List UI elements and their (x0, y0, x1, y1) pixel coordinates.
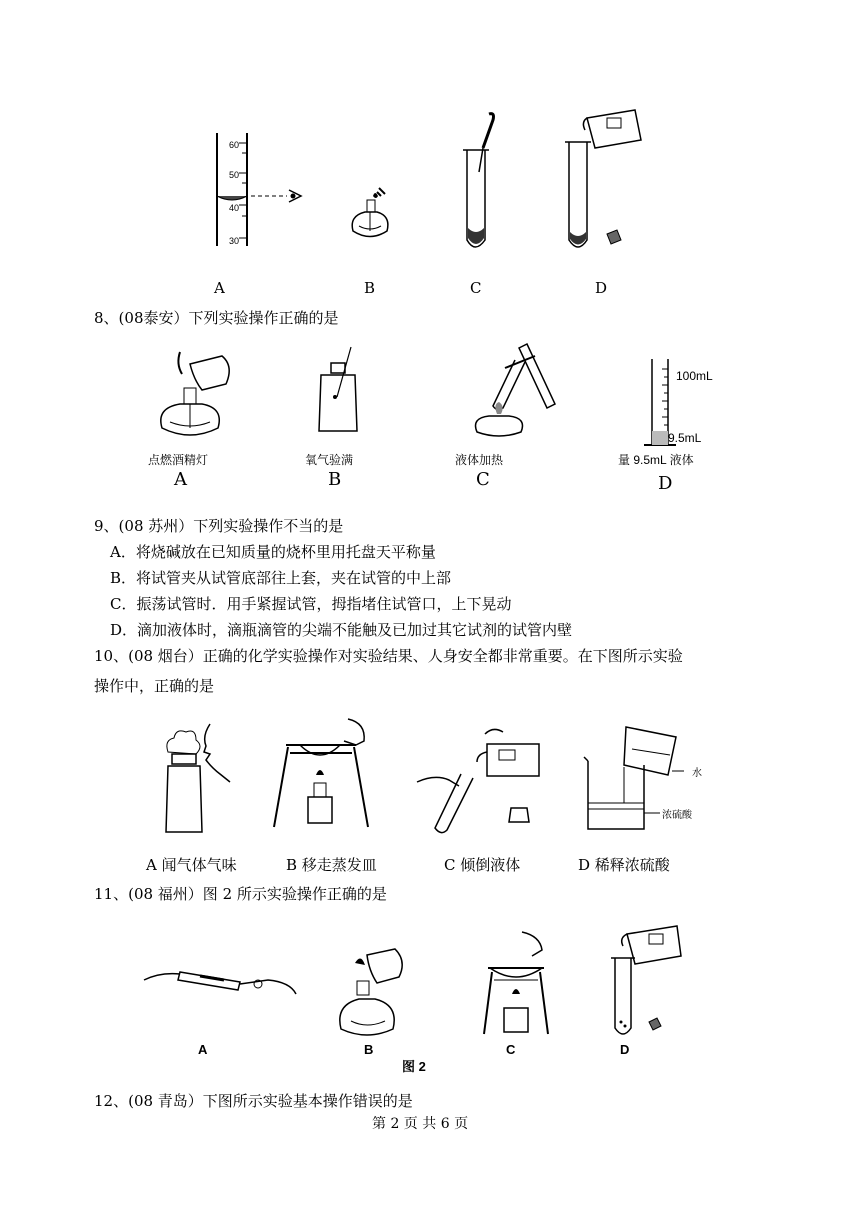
q7-figure-a-graduated-cylinder (205, 128, 315, 253)
q10-figure-b-evaporating-dish (270, 715, 380, 835)
q11-title: 11、(08 福州）图 2 所示实验操作正确的是 (94, 885, 387, 903)
q7-tick-40: 40 (229, 203, 240, 213)
q10-caption-d: D 稀释浓硫酸 (578, 856, 670, 874)
q7-label-b: B (364, 279, 376, 297)
q8-label-b: B (328, 469, 342, 490)
q11-figure-d-pouring (605, 918, 690, 1038)
q8-figure-b-bottle-oxygen-test (315, 345, 365, 435)
q10-title-line2: 操作中，正确的是 (94, 677, 215, 695)
q7-tick-60: 60 (229, 140, 240, 150)
q8-cyl-mark-label: 9.5mL (668, 431, 702, 445)
q8-caption-d: 量 9.5mL 液体 (618, 453, 694, 467)
q10-caption-b: B 移走蒸发皿 (286, 856, 377, 874)
q8-figure-a-lighting-lamp (150, 350, 240, 445)
q8-figure-c-heating-liquid (465, 340, 560, 440)
q9-option-b: B．将试管夹从试管底部往上套，夹在试管的中上部 (110, 569, 452, 587)
q10-caption-c: C 倾倒液体 (444, 856, 521, 874)
q8-label-d: D (658, 473, 673, 494)
q10-figure-c-pouring-liquid (415, 722, 545, 837)
q10-title-line1: 10、(08 烟台）正确的化学实验操作对实验结果、人身安全都非常重要。在下图所示实验 (94, 647, 683, 665)
q10-figure-a-smell-gas (160, 722, 240, 837)
q11-label-d: D (620, 1042, 630, 1057)
q8-caption-b: 氧气验满 (305, 453, 354, 467)
q11-label-c: C (506, 1042, 516, 1057)
q11-figure-c-evaporating (482, 930, 552, 1040)
q12-title: 12、(08 青岛）下图所示实验基本操作错误的是 (94, 1092, 413, 1110)
q10-caption-a: A 闻气体气味 (146, 856, 237, 874)
q8-caption-a: 点燃酒精灯 (148, 453, 209, 467)
q7-label-a: A (214, 279, 225, 297)
q8-caption-c: 液体加热 (455, 453, 504, 467)
q11-label-b: B (364, 1042, 374, 1057)
q11-figure-b-lighting-lamp (335, 945, 410, 1040)
q9-option-a: A．将烧碱放在已知质量的烧杯里用托盘天平称量 (110, 543, 436, 561)
q11-fig-label: 图 2 (402, 1059, 426, 1074)
q11-label-a: A (198, 1042, 208, 1057)
q10-water-label: 水 (692, 768, 702, 779)
q9-option-c: C．振荡试管时．用手紧握试管，拇指堵住试管口，上下晃动 (110, 595, 512, 613)
q11-figure-a-test-tube-hands (140, 958, 300, 1008)
q10-acid-label: 浓硫酸 (662, 810, 692, 821)
q7-label-c: C (470, 279, 482, 297)
q8-cyl-top-label: 100mL (676, 369, 713, 383)
q7-label-d: D (595, 279, 608, 297)
q7-figure-d-pouring (555, 100, 650, 255)
q8-label-c: C (476, 469, 490, 490)
page-footer: 第 2 页 共 6 页 (372, 1116, 469, 1132)
q9-title: 9、(08 苏州）下列实验操作不当的是 (94, 517, 344, 535)
q7-figure-b-alcohol-lamp (345, 186, 395, 251)
q7-tick-50: 50 (229, 170, 240, 180)
q7-figure-c-test-tube-dropper (455, 110, 505, 255)
q8-label-a: A (174, 469, 187, 490)
q7-tick-30: 30 (229, 236, 240, 246)
q9-option-d: D．滴加液体时，滴瓶滴管的尖端不能触及已加过其它试剂的试管内壁 (110, 621, 573, 639)
q8-title: 8、(08泰安）下列实验操作正确的是 (94, 309, 339, 327)
